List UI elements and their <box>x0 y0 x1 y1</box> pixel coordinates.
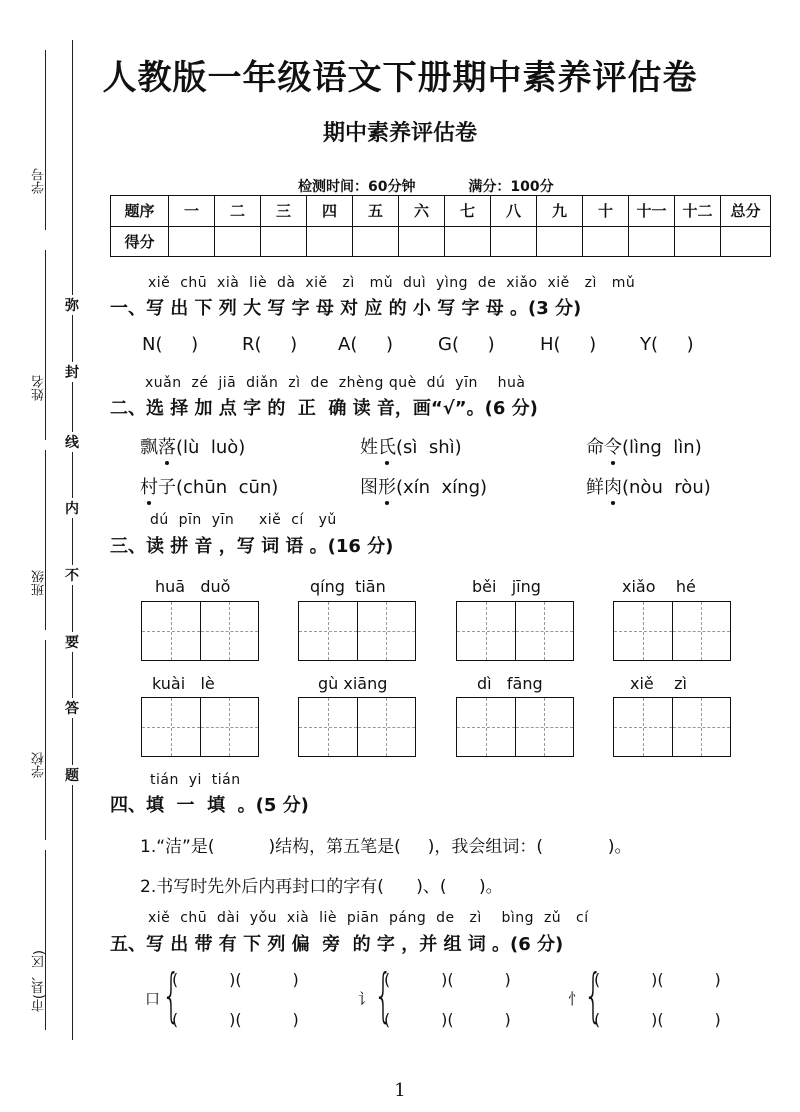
score-input-cell[interactable] <box>629 226 675 257</box>
q2-pinyin: xuǎn zé jiā diǎn zì de zhèng què dú yīn huà <box>145 375 526 391</box>
q5-blank[interactable]: ( )( ) <box>384 970 511 989</box>
q5-pinyin: xiě chū dài yǒu xià liè piān páng de zì bìng zǔ cí <box>148 910 589 926</box>
binding-line-2 <box>45 250 46 440</box>
table-cell: 十二 <box>675 196 721 227</box>
q4-pinyin: tián yi tián <box>150 772 241 788</box>
class-label: 班级 <box>32 570 47 596</box>
q3-word-pinyin: dì fāng <box>477 674 543 693</box>
q1-item[interactable]: H( ) <box>540 334 597 355</box>
q1-item[interactable]: Y( ) <box>640 334 694 355</box>
q5-radical: 讠 <box>358 990 374 1008</box>
q5-radical: 口 <box>145 990 161 1008</box>
writing-grid[interactable] <box>456 601 574 661</box>
school-label: 学校 <box>32 752 47 778</box>
q5-blank[interactable]: ( )( ) <box>594 1010 721 1029</box>
binding-line-3 <box>45 450 46 630</box>
score-table <box>110 195 771 257</box>
seal-char: 答 <box>65 698 79 718</box>
q2-item[interactable] <box>140 473 278 499</box>
q2-item[interactable] <box>586 473 711 499</box>
score-table-score-row <box>111 226 771 257</box>
table-cell: 九 <box>537 196 583 227</box>
q2-item[interactable] <box>586 433 702 459</box>
writing-grid[interactable] <box>298 697 416 757</box>
q1-pinyin: xiě chū xià liè dà xiě zì mǔ duì yìng de xiǎo xiě zì mǔ <box>148 275 636 291</box>
q3-word-pinyin: xiǎo hé <box>622 577 696 596</box>
page-title: 人教版一年级语文下册期中素养评估卷 <box>102 58 698 98</box>
writing-grid[interactable] <box>613 601 731 661</box>
q3-pinyin: dú pīn yīn xiě cí yǔ <box>150 512 337 528</box>
q2-char: 图 <box>360 477 378 498</box>
q5-blank[interactable]: ( )( ) <box>172 970 299 989</box>
q2-char: 鲜 <box>586 477 604 498</box>
table-cell: 十一 <box>629 196 675 227</box>
score-input-cell[interactable] <box>583 226 629 257</box>
q1-heading: 一、写 出 下 列 大 写 字 母 对 应 的 小 写 字 母 。(3 分) <box>110 298 582 319</box>
q2-item[interactable] <box>140 433 245 459</box>
score-input-cell[interactable] <box>675 226 721 257</box>
city-label: 市(县、区) <box>32 950 47 1013</box>
brace-icon: { <box>162 961 181 1029</box>
q2-dotted-char: 村 <box>140 473 158 499</box>
q5-blank[interactable]: ( )( ) <box>594 970 721 989</box>
table-cell: 得分 <box>111 226 169 257</box>
q2-options: (sì shì) <box>396 437 462 458</box>
writing-grid[interactable] <box>613 697 731 757</box>
score-input-cell[interactable] <box>261 226 307 257</box>
q2-options: (lù luò) <box>176 437 246 458</box>
q3-word-pinyin: gù xiāng <box>318 674 388 693</box>
table-cell: 题序 <box>111 196 169 227</box>
seal-char: 题 <box>65 765 79 785</box>
q3-word-pinyin: xiě zì <box>630 674 687 693</box>
score-input-cell[interactable] <box>169 226 215 257</box>
q5-blank[interactable]: ( )( ) <box>384 1010 511 1029</box>
q5-radical: 忄 <box>568 990 584 1008</box>
q2-item[interactable] <box>360 433 462 459</box>
writing-grid[interactable] <box>141 601 259 661</box>
q4-heading: 四、填 一 填 。(5 分) <box>110 795 309 816</box>
table-cell: 四 <box>307 196 353 227</box>
q2-char: 姓 <box>360 437 378 458</box>
writing-grid[interactable] <box>456 697 574 757</box>
q1-item[interactable]: G( ) <box>438 334 495 355</box>
exam-full-score: 满分：100分 <box>468 179 554 195</box>
q2-char: 命 <box>586 437 604 458</box>
q2-heading: 二、选 择 加 点 字 的 正 确 读 音，画“√”。(6 分) <box>110 398 538 419</box>
seal-char: 弥 <box>65 295 79 315</box>
q2-dotted-char: 落 <box>158 433 176 459</box>
q2-dotted-char: 肉 <box>604 473 622 499</box>
q2-dotted-char: 氏 <box>378 433 396 459</box>
q3-word-pinyin: huā duǒ <box>155 577 231 596</box>
q3-word-pinyin: běi jīng <box>472 577 541 596</box>
seal-char: 要 <box>65 632 79 652</box>
score-input-cell[interactable] <box>445 226 491 257</box>
q3-heading: 三、读 拼 音 ，写 词 语 。(16 分) <box>110 536 394 557</box>
q2-char: 飘 <box>140 437 158 458</box>
student-id-label: 学号 <box>32 168 47 194</box>
score-input-cell[interactable] <box>353 226 399 257</box>
score-input-cell[interactable] <box>491 226 537 257</box>
exam-time: 检测时间：60分钟 <box>298 179 416 195</box>
page-subtitle: 期中素养评估卷 <box>322 121 477 146</box>
brace-icon: { <box>584 961 603 1029</box>
q5-heading: 五、写 出 带 有 下 列 偏 旁 的 字 ，并 组 词 。(6 分) <box>110 934 564 955</box>
score-input-cell[interactable] <box>399 226 445 257</box>
q5-blank[interactable]: ( )( ) <box>172 1010 299 1029</box>
seal-char: 不 <box>65 565 79 585</box>
brace-icon: { <box>374 961 393 1029</box>
binding-line-4 <box>45 640 46 840</box>
q2-options: (lìng lìn) <box>622 437 702 458</box>
q4-line-1[interactable]: 1.“洁”是( )结构，第五笔是( )，我会组词：( )。 <box>140 837 632 857</box>
table-cell: 三 <box>261 196 307 227</box>
table-cell: 二 <box>215 196 261 227</box>
q3-word-pinyin: kuài lè <box>152 674 215 693</box>
table-cell: 总分 <box>721 196 771 227</box>
q2-dotted-char: 令 <box>604 433 622 459</box>
q2-options: (xín xíng) <box>396 477 488 498</box>
seal-char: 封 <box>65 362 79 382</box>
score-input-cell[interactable] <box>215 226 261 257</box>
seal-char: 线 <box>65 432 79 452</box>
score-input-cell[interactable] <box>307 226 353 257</box>
table-cell: 五 <box>353 196 399 227</box>
writing-grid[interactable] <box>298 601 416 661</box>
seal-char: 内 <box>65 498 79 518</box>
score-table-header-row <box>111 196 771 227</box>
table-cell: 七 <box>445 196 491 227</box>
name-label: 姓名 <box>32 375 47 401</box>
q2-options: (nòu ròu) <box>622 477 711 498</box>
seal-line <box>72 40 73 1040</box>
q1-item[interactable]: R( ) <box>242 334 298 355</box>
table-cell: 八 <box>491 196 537 227</box>
writing-grid[interactable] <box>141 697 259 757</box>
q2-options: 子(chūn cūn) <box>158 477 279 498</box>
table-cell: 六 <box>399 196 445 227</box>
score-input-cell[interactable] <box>721 226 771 257</box>
q2-item[interactable] <box>360 473 487 499</box>
q1-item[interactable]: N( ) <box>142 334 199 355</box>
table-cell: 十 <box>583 196 629 227</box>
page-number: 1 <box>394 1080 406 1101</box>
table-cell: 一 <box>169 196 215 227</box>
exam-meta <box>298 176 602 196</box>
score-input-cell[interactable] <box>537 226 583 257</box>
q1-item[interactable]: A( ) <box>338 334 393 355</box>
q2-dotted-char: 形 <box>378 473 396 499</box>
q4-line-2[interactable]: 2.书写时先外后内再封口的字有( )、( )。 <box>140 877 503 897</box>
q3-word-pinyin: qíng tiān <box>310 577 386 596</box>
